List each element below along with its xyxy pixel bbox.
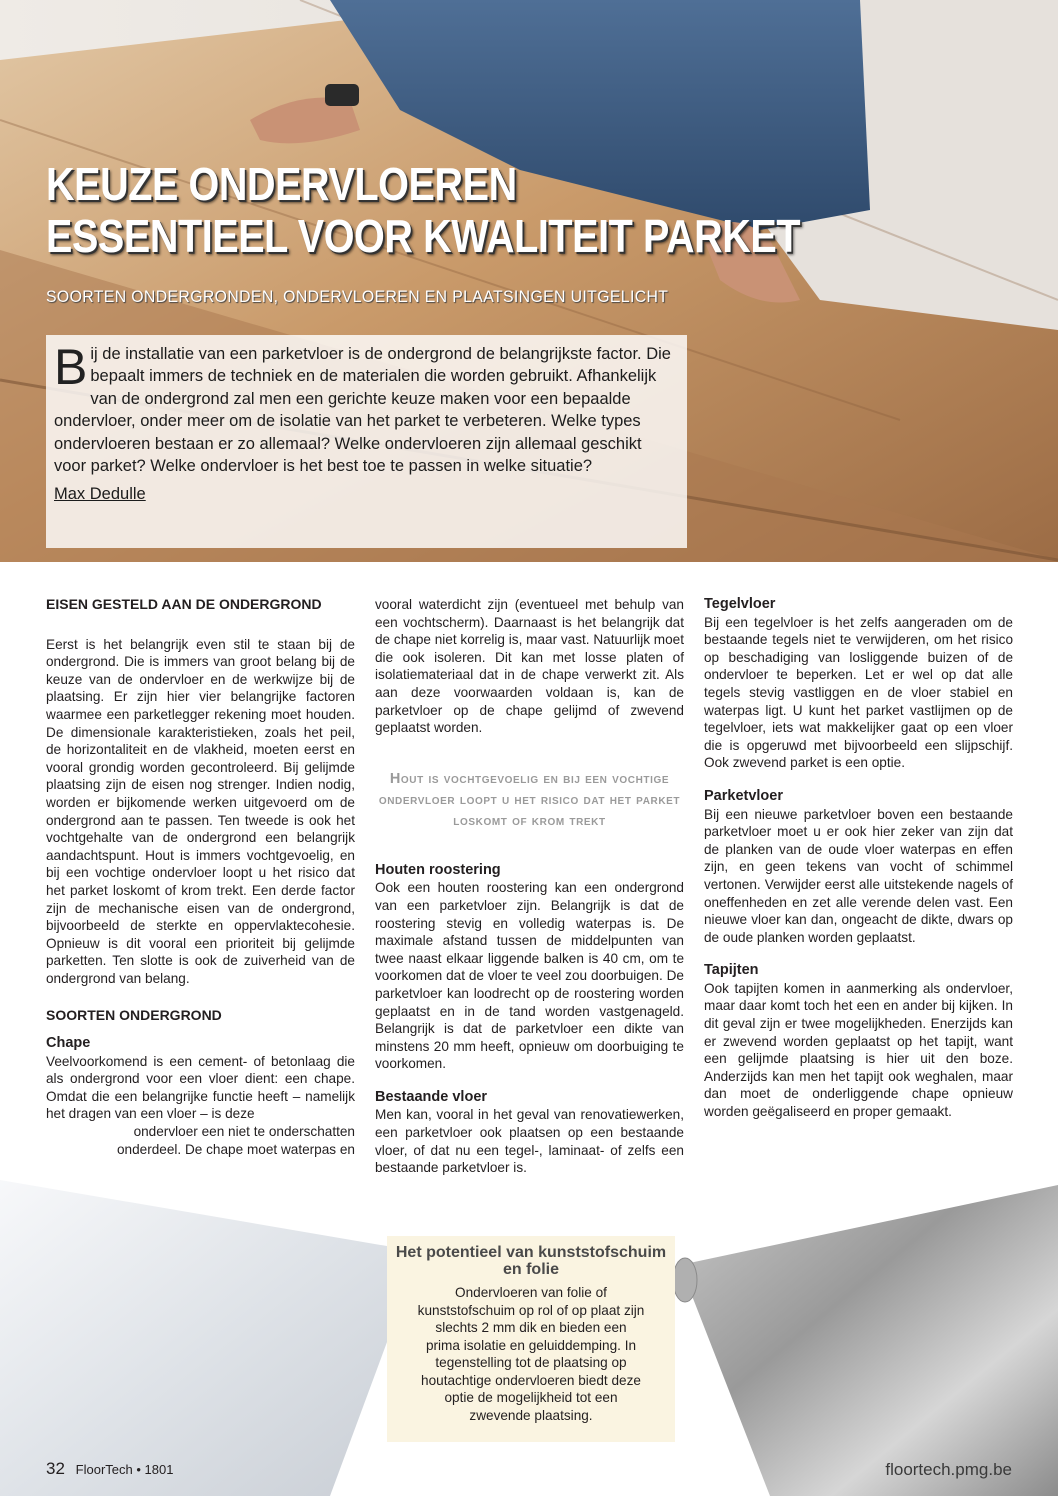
subheading-chape: Chape xyxy=(46,1035,91,1052)
article-title-line2: ESSENTIEEL VOOR KWALITEIT PARKET xyxy=(46,210,801,262)
column-3 xyxy=(704,596,1013,1121)
para-chape-wrap: ondervloer een niet te onderschatten onderdeel. De chape moet waterpas en xyxy=(116,1124,355,1157)
para-houten: Ook een houten roostering kan een ondergrond van een parketvloer zijn. Belangrijk is dat de roostering stevig en volledig waterpas is. De maximale afstand tussen de middelpunten van twee naast elkaar liggende balken is 40 cm, om te voorkomen dat de vloer te veel zou doorbuigen. De parketvloer kan loodrecht op de roostering worden geplaatst en in de tand worden vastgenageld. Belangrijk is dat de parketvloer een dikte van minstens 20 mm heeft, opnieuw om doorbuiging te voorkomen. xyxy=(375,880,684,1072)
subheading-parket: Parketvloer xyxy=(704,787,783,804)
article-title xyxy=(46,158,800,262)
website-url: floortech.pmg.be xyxy=(885,1460,1012,1479)
hero-photo xyxy=(0,0,1058,562)
heading-soorten: SOORTEN ONDERGROND xyxy=(46,1007,222,1024)
subheading-tegel: Tegelvloer xyxy=(704,596,776,612)
para-tapijt: Ook tapijten komen in aanmerking als ondervloer, maar daar komt toch het een en ander bij kijken. In dit geval zijn er twee mogelijkheden. Enerzijds kan er zwevend worden geplaatst op het tapijt, want een gelijmde plaatsing is hier uit den boze. Anderzijds kan men het tapijt ook weghalen, maar dan moet de onderliggende chape opnieuw worden geëgaliseerd en proper gemaakt. xyxy=(704,980,1013,1120)
silver-foam-roll xyxy=(680,1185,1058,1496)
page-footer xyxy=(46,1459,173,1479)
subheading-tapijt: Tapijten xyxy=(704,962,759,979)
info-box-text: Ondervloeren van folie of kunststofschuim op rol of op plaat zijn slechts 2 mm dik en bieden een prima isolatie en geluiddemping. In tegenstelling tot de plaatsing op houtachtige ondervloeren biedt deze optie de mogelijkheid tot een zwevende plaatsing. xyxy=(417,1285,645,1423)
info-box xyxy=(387,1236,675,1442)
page-number: 32 xyxy=(46,1459,65,1478)
para-chape: Veelvoorkomend is een cement- of betonlaag die als ondergrond voor een vloer dient: een chape. Omdat die een belangrijke functie heeft – namelijk het dragen van een vloer – is deze xyxy=(46,1053,355,1122)
intro-dropcap: B xyxy=(54,339,88,395)
column-2 xyxy=(375,596,684,1177)
para-bestaande: Men kan, vooral in het geval van renovatiewerken, een parketvloer ook plaatsen op een bestaande vloer, of dat nu een tegel-, laminaat- of zelfs een bestaande parketvloer is. xyxy=(375,1107,684,1176)
heading-eisen: EISEN GESTELD AAN DE ONDERGROND xyxy=(46,596,322,612)
author-byline: Max Dedulle xyxy=(54,485,146,504)
magazine-issue: FloorTech • 1801 xyxy=(75,1462,174,1477)
para-chape-cont: vooral waterdicht zijn (eventueel met behulp van een vochtscherm). Daarnaast is het belangrijk dat de chape niet korrelig is, maar vast. Natuurlijk moet die ook isoleren. Dit kan met losse platen of isolatiemateriaal dat in de chape verwerkt zit. Als aan deze voorwaarden voldaan is, kan de parketvloer op de chape gelijmd of zwevend geplaatst worden. xyxy=(375,597,685,736)
column-1 xyxy=(46,596,355,1158)
info-box-title: Het potentieel van kunststofschuim en folie xyxy=(395,1244,667,1278)
subheading-houten: Houten roostering xyxy=(375,861,501,878)
para-parket: Bij een nieuwe parketvloer boven een bestaande parketvloer moet u er ook hier zeker van zijn dat de planken van de oude vloer waterpas en effen zijn, en geen tekens van vocht of schimmel vertonen. Verwijder eerst alle uitstekende nagels of oneffenheden en zet alle verende delen vast. Een nieuwe vloer kan dan, ongeacht de dikte, dwars op de oude planken worden geplaatst. xyxy=(704,806,1013,945)
article-title-line1: KEUZE ONDERVLOEREN xyxy=(46,158,517,210)
pull-quote: Hout is vochtgevoelig en bij een vochtige ondervloer loopt u het risico dat het parket loskomt of krom trekt xyxy=(378,770,681,829)
para-eisen: Eerst is het belangrijk even stil te staan bij de ondergrond. Die is immers van groot belang bij de keuze van de ondervloer en de werkwijze bij de plaatsing. Er zijn hier vier belangrijke factoren waarmee een parketlegger rekening moet houden. De dimensionale karakteristieken, zoals het peil, de horizontaliteit en de vlakheid, moeten eerst en vooral grondig worden gecontroleerd. Bij gelijmde plaatsing zijn de eisen nog strenger. Indien nodig, worden er bijkomende werken uitgevoerd om de ondergrond aan te passen. Ten tweede is ook het vochtgehalte van de ondergrond een belangrijk aandachtspunt. Hout is immers vochtgevoelig, en bij een vochtige ondervloer loopt u het risico dat het parket loskomt of krom trekt. Een derde factor zijn de mechanische eisen van de ondergrond, bijvoorbeeld de sterkte en oppervlaktecohesie. Opnieuw is dit vooral een prioriteit bij gelijmde parketten. Ten slotte is ook de zuiverheid van de ondergrond van belang. xyxy=(46,636,355,986)
intro-box xyxy=(46,335,687,548)
para-tegel: Bij een tegelvloer is het zelfs aangeraden om de bestaande tegels niet te verwijderen, om het risico op beschadiging van losliggende buizen of de ondervloer te beperken. Let er wel op dat alle tegels stevig vastliggen en de vloer stabiel en waterpas ligt. U kunt het parket vastlijmen op de tegelvloer, iets wat makkelijker gaat op een vloer die is opgeruwd met bijvoorbeeld een slijpschijf. Ook zwevend parket is een optie. xyxy=(704,614,1013,771)
article-subtitle: SOORTEN ONDERGRONDEN, ONDERVLOEREN EN PLAATSINGEN UITGELICHT xyxy=(46,287,669,306)
subheading-bestaande: Bestaande vloer xyxy=(375,1088,488,1105)
clear-foil-roll xyxy=(0,1180,410,1496)
intro-text: ij de installatie van een parketvloer is de ondergrond de belangrijkste factor. Die bepaalt immers de techniek en de materialen die worden gebruikt. Afhankelijk van de ondergrond zal men een gerichte keuze maken voor een bepaalde ondervloer, onder meer om de isolatie van het parket te verbeteren. Welke types ondervloeren bestaan er zo allemaal? Welke ondervloeren zijn allemaal geschikt voor parket? Welke ondervloer is het best toe te passen in welke situatie? xyxy=(54,345,671,476)
